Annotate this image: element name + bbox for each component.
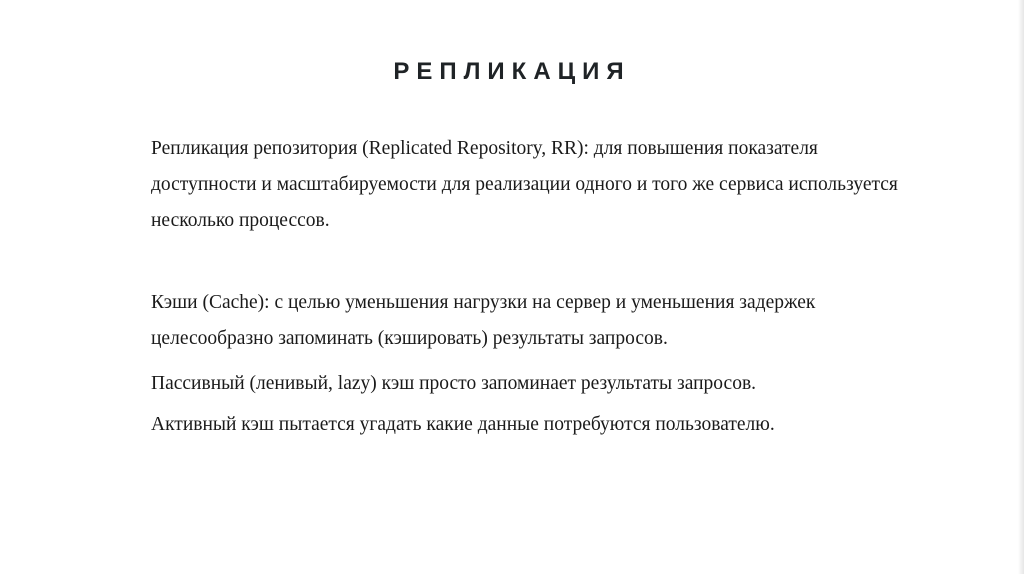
paragraph-passive-cache: Пассивный (ленивый, lazy) кэш просто запоминает результаты запросов. <box>151 373 757 394</box>
slide-title: РЕПЛИКАЦИЯ <box>393 58 631 85</box>
paragraph-replication: Репликация репозитория (Replicated Repository, RR): для повышения показателя доступности и масштабируемости для реализации одного и того же сервиса используется несколько процессов. <box>151 138 898 231</box>
paragraph-cache: Кэши (Cache): с целью уменьшения нагрузки на сервер и уменьшения задержек целесообразно запоминать (кэшировать) результаты запросов. <box>151 292 816 349</box>
paragraph-active-cache: Активный кэш пытается угадать какие данные потребуются пользователю. <box>151 414 775 435</box>
slide-edge-shadow <box>1018 0 1024 574</box>
